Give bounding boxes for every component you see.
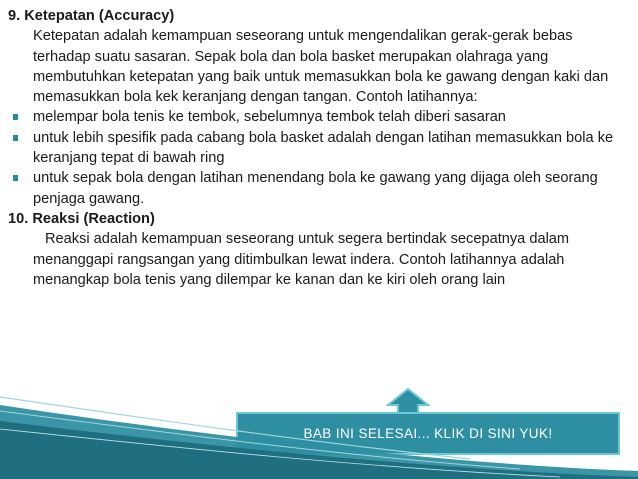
- section-9-heading: 9. Ketepatan (Accuracy): [8, 8, 175, 24]
- square-bullet-icon: [13, 114, 18, 120]
- slide-content: [8, 6, 633, 290]
- bullet-text: untuk sepak bola dengan latihan menendang bola ke gawang yang dijaga oleh seorang penjaga gawang.: [33, 170, 598, 207]
- bullet-item: [33, 128, 633, 169]
- finish-chapter-button[interactable]: BAB INI SELESAI... KLIK DI SINI YUK!: [236, 412, 620, 455]
- decorative-wave: [0, 389, 638, 479]
- section-10-paragraph: Reaksi adalah kemampuan seseorang untuk segera bertindak secepatnya dalam menanggapi rangsangan yang ditimbulkan lewat indera. Contoh latihannya adalah menangkap bola tenis yang dilempar ke kanan dan ke kiri oleh orang lain: [33, 231, 570, 288]
- section-9-paragraph: Ketepatan adalah kemampuan seseorang untuk mengendalikan gerak-gerak bebas terhadap suatu sasaran. Sepak bola dan bola basket merupakan olahraga yang membutuhkan ketepatan yang baik untuk memasukkan bola ke gawang dengan kaki dan memasukkan bola kek keranjang dengan tangan. Contoh latihannya:: [33, 28, 609, 106]
- bullet-item: [33, 107, 633, 127]
- bullet-text: untuk lebih spesifik pada cabang bola basket adalah dengan latihan memasukkan bola ke keranjang tepat di bawah ring: [33, 129, 614, 167]
- square-bullet-icon: [13, 175, 18, 181]
- bullet-text: melempar bola tenis ke tembok, sebelumnya tembok telah diberi sasaran: [33, 109, 506, 126]
- square-bullet-icon: [13, 135, 18, 141]
- section-10-heading: 10. Reaksi (Reaction): [8, 210, 155, 227]
- bullet-item: [33, 168, 633, 209]
